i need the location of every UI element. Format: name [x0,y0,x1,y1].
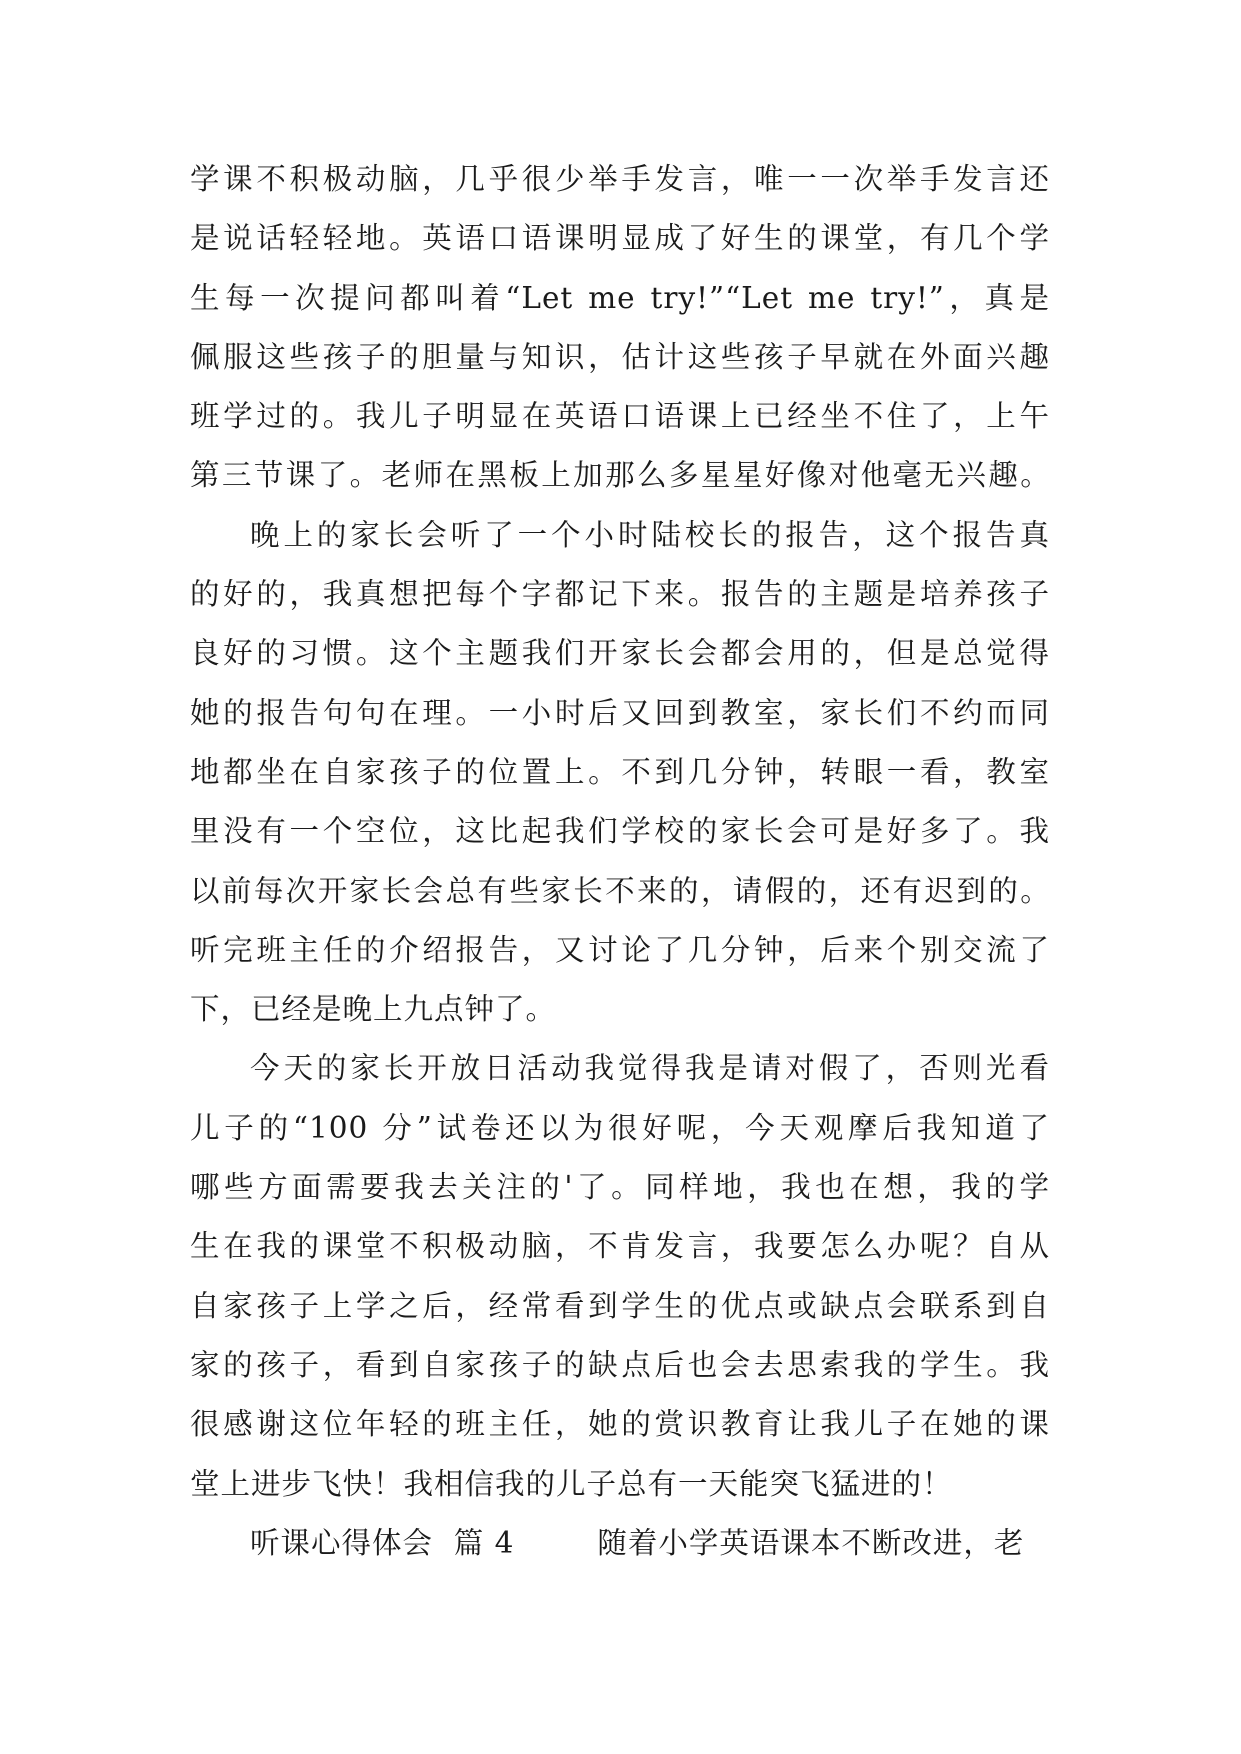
text-line: 佩服这些孩子的胆量与知识，估计这些孩子早就在外面兴趣 [190,339,1050,374]
text-line: 哪些方面需要我去关注的'了。同样地，我也在想，我的学 [190,1170,1050,1205]
text-line: 今天的家长开放日活动我觉得我是请对假了，否则光看 [250,1051,1050,1086]
text-line: 的好的，我真想把每个字都记下来。报告的主题是培养孩子 [190,577,1050,612]
text-line: 是说话轻轻地。英语口语课明显成了好生的课堂，有几个学 [190,221,1050,256]
text-line: 家的孩子，看到自家孩子的缺点后也会去思索我的学生。我 [190,1347,1050,1382]
text-line: 儿子的“100 分”试卷还以为很好呢，今天观摩后我知道了 [190,1110,1050,1145]
text-line: 良好的习惯。这个主题我们开家长会都会用的，但是总觉得 [190,636,1050,671]
text-line: 学课不积极动脑，几乎很少举手发言，唯一一次举手发言还 [190,162,1050,196]
text-line: 她的报告句句在理。一小时后又回到教室，家长们不约而同 [190,695,1050,730]
text-line: 第三节课了。老师在黑板上加那么多星星好像对他毫无兴趣。 [190,458,1050,493]
text-line: 地都坐在自家孩子的位置上。不到几分钟，转眼一看，教室 [190,754,1050,789]
text-line: 很感谢这位年轻的班主任，她的赏识教育让我儿子在她的课 [190,1407,1050,1442]
text-line: 下，已经是晚上九点钟了。 [190,992,557,1027]
text-line: 堂上进步飞快！我相信我的儿子总有一天能突飞猛进的！ [190,1466,953,1501]
text-line: 生在我的课堂不积极动脑，不肯发言，我要怎么办呢？自从 [190,1229,1050,1264]
text-line: 晚上的家长会听了一个小时陆校长的报告，这个报告真 [250,517,1050,552]
text-line: 班学过的。我儿子明显在英语口语课上已经坐不住了，上午 [190,399,1050,434]
text-line: 听完班主任的介绍报告，又讨论了几分钟，后来个别交流了 [190,932,1050,967]
text-line: 里没有一个空位，这比起我们学校的家长会可是好多了。我 [190,814,1050,849]
document-body [190,150,1050,1573]
text-line: 自家孩子上学之后，经常看到学生的优点或缺点会联系到自 [190,1288,1050,1323]
text-line: 以前每次开家长会总有些家长不来的，请假的，还有迟到的。 [190,873,1050,908]
section-heading-line: 听课心得体会 篇 4 随着小学英语课本不断改进，老 [250,1525,1025,1560]
text-line: 生每一次提问都叫着“Let me try!”“Let me try!”，真是 [190,280,1050,315]
